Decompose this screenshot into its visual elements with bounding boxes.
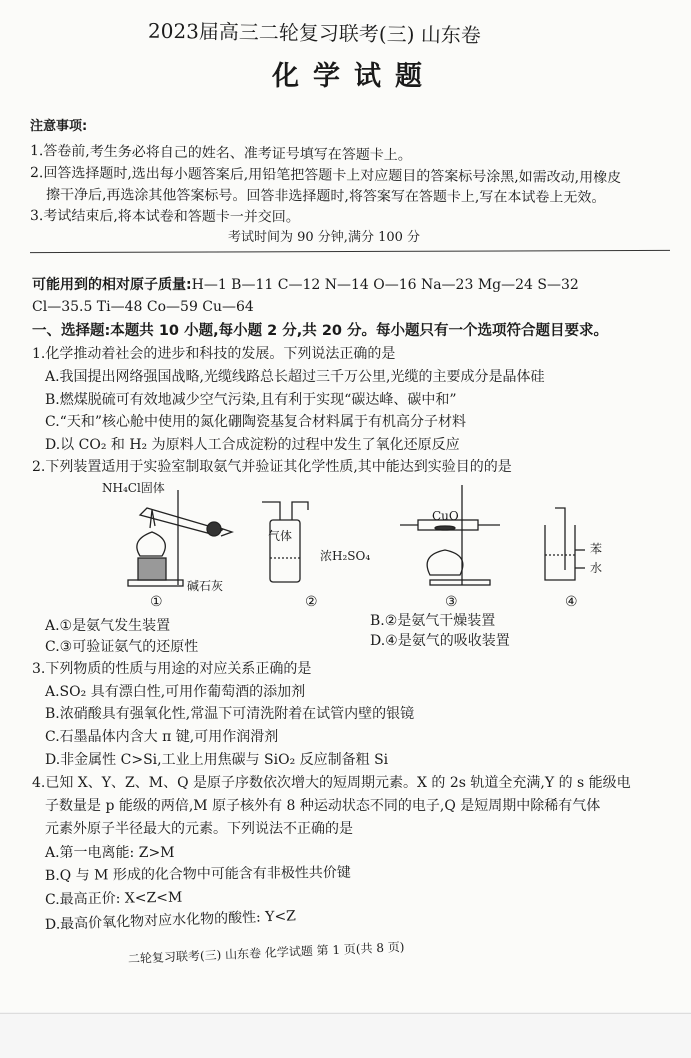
inlet-tube [555, 508, 565, 570]
q1-option-d: D.以 CO₂ 和 H₂ 为原料人工合成淀粉的过程中发生了氧化还原反应 [45, 437, 460, 453]
alcohol-lamp-3 [427, 550, 463, 575]
q4-line2: 子数量是 p 能级的两倍,M 原子核外有 8 种运动状态不同的电子,Q 是短周期中除稀有气体 [45, 798, 601, 814]
label-4: ④ [565, 594, 578, 610]
q3-option-c: C.石墨晶体内含大 π 键,可用作润滑剂 [45, 729, 279, 745]
q2-stem: 2.下列装置适用于实验室制取氨气并验证其化学性质,其中能达到实验目的的是 [32, 459, 512, 475]
q4-stem: 4.已知 X、Y、Z、M、Q 是原子序数依次增大的短周期元素。 [32, 775, 418, 791]
page-footer: 二轮复习联考(三) 山东卷 化学试题 第 1 页(共 8 页) [127, 939, 405, 966]
q2-option-b: B.②是氨气干燥装置 [370, 613, 496, 629]
q2-option-a: A.①是氨气发生装置 [45, 618, 171, 634]
exam-time: 考试时间为 90 分钟,满分 100 分 [228, 230, 421, 245]
bottle-tubes [262, 502, 308, 520]
label-2: ② [305, 594, 318, 610]
q4-option-c: C.最高正价: X<Z<M [44, 889, 183, 908]
q1-option-c: C.“天和”核心舱中使用的氮化硼陶瓷基复合材料属于有机高分子材料 [45, 414, 466, 430]
tube-outlet [220, 528, 232, 536]
label-benzene: 苯 [590, 542, 603, 556]
q4-option-a: A.第一电离能: Z>M [45, 845, 175, 861]
block [138, 558, 166, 580]
beaker [545, 525, 575, 580]
drying-tube [207, 522, 221, 536]
label-sodalime: 碱石灰 [187, 579, 224, 593]
q1-option-a: A.我国提出网络强国战略,光缆线路总长超过三千万公里,光缆的主要成分是晶体硅 [45, 369, 545, 385]
q3-option-d: D.非金属性 C>Si,工业上用焦碳与 SiO₂ 反应制备粗 Si [45, 752, 389, 768]
q1-stem: 1.化学推动着社会的进步和科技的发展。下列说法正确的是 [32, 346, 396, 362]
divider [30, 250, 670, 253]
notice-item: 3.考试结束后,将本试卷和答题卡一并交回。 [29, 208, 300, 226]
q4-option-d: D.最高价氧化物对应水化物的酸性: Y<Z [44, 908, 297, 933]
q4-stem-cont: X 的 2s 轨道全充满,Y 的 s 能级电 [417, 775, 631, 791]
q4-line3: 元素外原子半径最大的元素。下列说法不正确的是 [45, 821, 353, 837]
label-h2so4: 浓H₂SO₄ [320, 549, 371, 563]
exam-title: 2023届高三二轮复习联考(三) 山东卷 [147, 18, 482, 48]
subject-title: 化学试题 [272, 61, 436, 92]
notice-item: 擦干净后,再选涂其他答案标号。回答非选择题时,将答案写在答题卡上,写在本试卷上无效。 [45, 187, 606, 206]
q3-option-a: A.SO₂ 具有漂白性,可用作葡萄酒的添加剂 [45, 684, 306, 700]
q3-stem: 3.下列物质的性质与用途的对应关系正确的是 [32, 661, 312, 677]
label-1: ① [150, 594, 163, 610]
label-3: ③ [445, 594, 458, 610]
apparatus-figure [0, 480, 691, 610]
viewer-background [0, 1013, 691, 1058]
notice-item: 1.答卷前,考生务必将自己的姓名、准考证号填写在答题卡上。 [29, 143, 412, 164]
stand-base-1 [128, 580, 183, 586]
label-water: 水 [590, 561, 603, 575]
masses-label: 可能用到的相对原子质量: [32, 277, 192, 293]
notice-item: 2.回答选择题时,选出每小题答案后,用铅笔把答题卡上对应题目的答案标号涂黑,如需改动,用橡皮 [29, 165, 622, 187]
q1-option-b: B.燃煤脱硫可有效地减少空气污染,且有利于实现“碳达峰、碳中和” [45, 392, 457, 408]
q4-option-b: B.Q 与 M 形成的化合物中可能含有非极性共价键 [44, 864, 351, 884]
section-heading: 一、选择题:本题共 10 小题,每小题 2 分,共 20 分。每小题只有一个选项符合题目要求。 [32, 323, 609, 339]
label-cuo: CuO [432, 509, 459, 523]
q2-option-d: D.④是氨气的吸收装置 [370, 633, 510, 649]
alcohol-lamp-1 [137, 532, 165, 556]
notice-heading: 注意事项: [30, 119, 88, 134]
label-gas: 气体 [268, 529, 293, 543]
masses-line2: Cl—35.5 Ti—48 Co—59 Cu—64 [32, 299, 254, 315]
cuo-sample [435, 526, 455, 530]
q3-option-b: B.浓硝酸具有强氧化性,常温下可清洗附着在试管内壁的银镜 [45, 706, 415, 722]
stand-base-3 [430, 580, 490, 585]
q4-stem-line [32, 774, 631, 792]
label-nh4cl: NH₄Cl固体 [102, 481, 165, 495]
masses-line1: H—1 B—11 C—12 N—14 O—16 Na—23 Mg—24 S—32 [191, 277, 579, 293]
q2-option-c: C.③可验证氨气的还原性 [45, 639, 199, 655]
